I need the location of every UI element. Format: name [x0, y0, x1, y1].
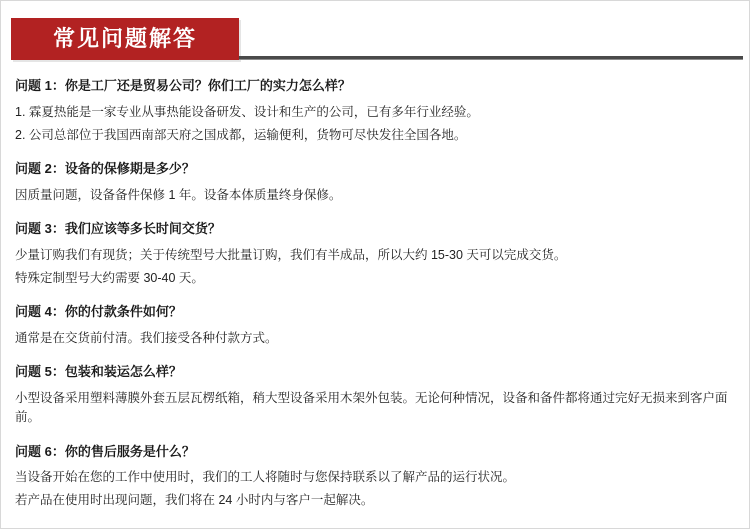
faq-item [15, 159, 735, 205]
faq-answer: 当设备开始在您的工作中使用时，我们的工人将随时与您保持联系以了解产品的运行状况。 [15, 470, 516, 484]
faq-item [15, 302, 735, 348]
faq-answer: 1. 霖夏热能是一家专业从事热能设备研发、设计和生产的公司，已有多年行业经验。 [15, 104, 479, 119]
faq-question: 问题 3：我们应该等多长时间交货？ [15, 221, 221, 237]
header-banner [11, 18, 239, 60]
faq-question: 问题 4：你的付款条件如何？ [15, 304, 182, 320]
faq-item [15, 219, 735, 288]
faq-item [15, 362, 735, 427]
faq-answer: 小型设备采用塑料薄膜外套五层瓦楞纸箱，稍大型设备采用木架外包装。无论何种情况，设备和备件都将通过完好无损来到客户面前。 [15, 390, 728, 425]
faq-answer: 因质量问题，设备备件保修 1 年。设备本体质量终身保修。 [15, 187, 342, 202]
faq-item [15, 76, 735, 145]
faq-answer: 少量订购我们有现货；关于传统型号大批量订购，我们有半成品，所以大约 15-30 天可以完成交货。 [15, 247, 567, 262]
faq-question: 问题 6：你的售后服务是什么？ [15, 443, 195, 459]
page-title: 常见问题解答 [52, 26, 197, 51]
faq-question: 问题 1：你是工厂还是贸易公司？你们工厂的实力怎么样？ [15, 78, 351, 93]
faq-answer: 2. 公司总部位于我国西南部天府之国成都，运输便利，货物可尽快发往全国各地。 [15, 127, 467, 142]
faq-answer: 特殊定制型号大约需要 30-40 天。 [15, 271, 204, 285]
page-header [1, 18, 749, 62]
faq-item [15, 442, 735, 511]
faq-question: 问题 5：包装和装运怎么样？ [15, 364, 182, 380]
header-divider-thin [239, 59, 743, 60]
faq-answer: 若产品在使用时出现问题，我们将在 24 小时内与客户一起解决。 [15, 493, 374, 508]
faq-answer: 通常是在交货前付清。我们接受各种付款方式。 [15, 330, 278, 345]
faq-question: 问题 2：设备的保修期是多少？ [15, 161, 195, 177]
faq-list [1, 62, 749, 511]
